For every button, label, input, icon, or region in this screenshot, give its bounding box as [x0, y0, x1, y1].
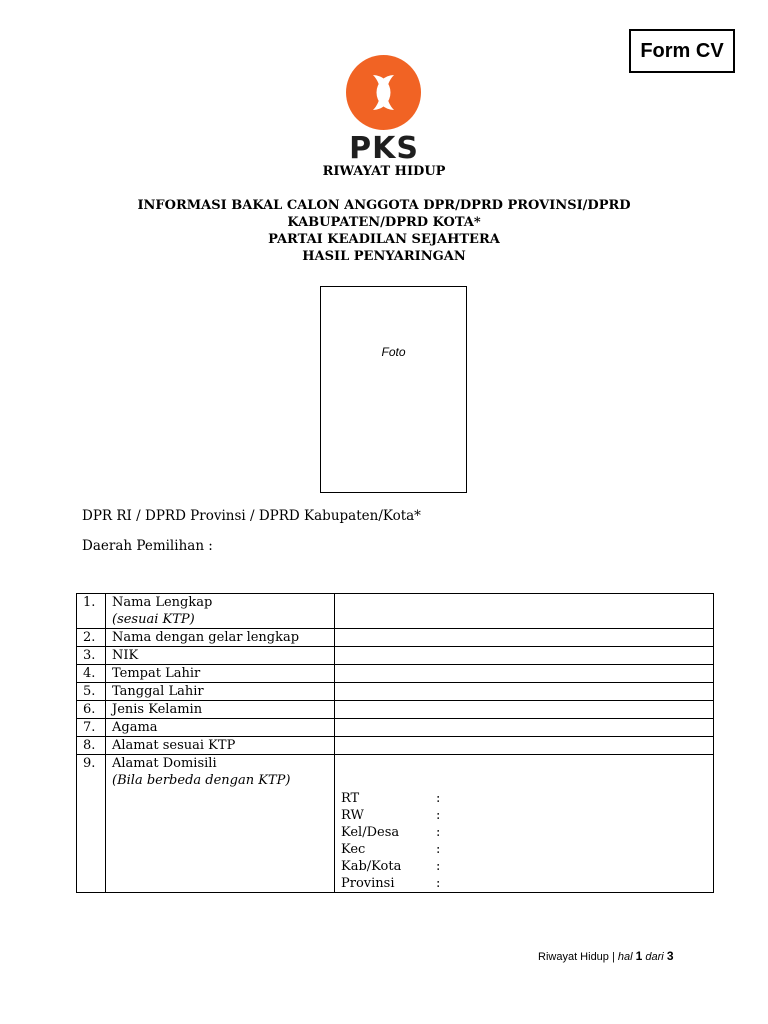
crescent-icon: [346, 55, 421, 130]
address-field-label: RT: [341, 791, 360, 806]
row-value-cell[interactable]: [335, 647, 714, 665]
cv-table: [76, 593, 714, 893]
subtitle-line: INFORMASI BAKAL CALON ANGGOTA DPR/DPRD PROVINSI/DPRD: [137, 198, 631, 213]
form-cv-badge: Form CV: [629, 29, 735, 73]
row-value-cell[interactable]: [335, 594, 714, 629]
subtitle-line: PARTAI KEADILAN SEJAHTERA: [268, 232, 500, 247]
row-label: NIK: [106, 647, 335, 665]
subtitle-line: HASIL PENYARINGAN: [302, 249, 466, 264]
row-note: (Bila berbeda dengan KTP): [112, 773, 291, 788]
electoral-district-line: Daerah Pemilihan :: [82, 538, 213, 554]
photo-box[interactable]: [320, 286, 467, 493]
row-value-cell[interactable]: [335, 719, 714, 737]
row-label: [106, 594, 335, 629]
row-value-cell[interactable]: [335, 665, 714, 683]
row-value-cell[interactable]: [335, 683, 714, 701]
address-field-colon: :: [436, 825, 441, 840]
row-label: Tanggal Lahir: [106, 683, 335, 701]
address-field-label: Kec: [341, 842, 366, 857]
row-value-cell[interactable]: [335, 701, 714, 719]
row-number: 5.: [77, 683, 106, 701]
address-field-colon: :: [436, 842, 441, 857]
row-label: [106, 755, 335, 893]
row-value-cell[interactable]: [335, 737, 714, 755]
address-field-colon: :: [436, 876, 441, 891]
row-number: 1.: [77, 594, 106, 629]
level-line: DPR RI / DPRD Provinsi / DPRD Kabupaten/Kota*: [82, 508, 421, 524]
footer-page-number: 1: [635, 949, 643, 963]
row-value-cell[interactable]: [335, 629, 714, 647]
address-field-label: Kab/Kota: [341, 859, 402, 874]
page-title: RIWAYAT HIDUP: [322, 164, 446, 179]
row-label: Agama: [106, 719, 335, 737]
row-label-text: Nama Lengkap: [112, 595, 213, 610]
footer-hal: hal: [617, 951, 633, 963]
row-label: Jenis Kelamin: [106, 701, 335, 719]
address-field-colon: :: [436, 791, 441, 806]
footer-page-total: 3: [666, 949, 674, 963]
row-number: 9.: [77, 755, 106, 893]
address-field-label: Kel/Desa: [341, 825, 400, 840]
table-row: [77, 755, 714, 893]
address-field-colon: :: [436, 808, 441, 823]
table-row: [77, 647, 714, 665]
row-number: 7.: [77, 719, 106, 737]
row-number: 2.: [77, 629, 106, 647]
table-row: [77, 701, 714, 719]
table-row: [77, 665, 714, 683]
footer-dari: dari: [645, 951, 664, 963]
row-number: 6.: [77, 701, 106, 719]
footer-doc-name: Riwayat Hidup: [538, 951, 609, 963]
row-label-text: Alamat Domisili: [112, 756, 217, 771]
address-field-label: RW: [341, 808, 364, 823]
table-row: [77, 719, 714, 737]
address-fields: [341, 790, 713, 892]
page-footer: [538, 949, 674, 963]
footer-separator: |: [611, 951, 615, 963]
row-number: 4.: [77, 665, 106, 683]
address-field-label: Provinsi: [341, 876, 395, 891]
row-number: 8.: [77, 737, 106, 755]
row-label: Alamat sesuai KTP: [106, 737, 335, 755]
row-number: 3.: [77, 647, 106, 665]
page-subtitle: [0, 197, 768, 265]
table-row: [77, 594, 714, 629]
address-fields-cell[interactable]: [335, 755, 714, 893]
photo-label: Foto: [381, 345, 406, 359]
row-label: Nama dengan gelar lengkap: [106, 629, 335, 647]
table-row: [77, 737, 714, 755]
logo-text: PKS: [349, 131, 419, 166]
row-label: Tempat Lahir: [106, 665, 335, 683]
address-field-colon: :: [436, 859, 441, 874]
subtitle-line: KABUPATEN/DPRD KOTA*: [287, 215, 481, 230]
table-row: [77, 683, 714, 701]
pks-logo: [341, 55, 427, 166]
table-row: [77, 629, 714, 647]
row-note: (sesuai KTP): [112, 612, 195, 627]
